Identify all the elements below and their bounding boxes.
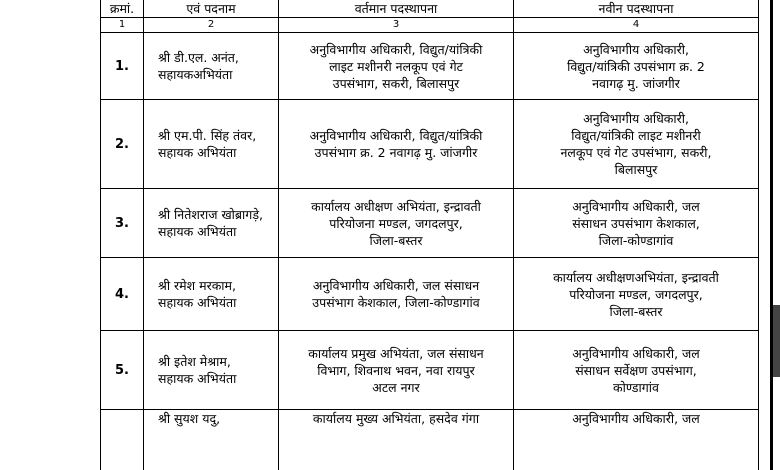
cell-text-line: विद्युत/यांत्रिकी उपसंभाग क्र. 2 [567,58,705,74]
cell-text-line: सहायक अभियंता [158,224,237,239]
current-posting-cell [279,331,514,410]
cell-text-line: श्री एम.पी. सिंह तंवर, [158,128,257,143]
cell-text-line: लाइट मशीनरी नलकूप एवं गेट [329,58,463,74]
cell-text-line: अनुविभागीय अधिकारी, [583,41,689,57]
cell-text-line: नलकूप एवं गेट उपसंभाग, सकरी, [560,145,712,160]
new-posting-cell [514,410,759,470]
table-row [101,189,759,258]
current-posting-cell [279,189,514,258]
row-serial [101,410,144,470]
row-serial: 3. [101,189,144,258]
cell-text-line: अनुविभागीय अधिकारी, जल [572,198,700,214]
cell-text-line: कार्यालय मुख्य अभियंता, हसदेव गंगा [312,411,480,426]
new-posting-cell [514,33,759,100]
current-posting-cell [279,33,514,100]
cell-text-line: श्री नितेशराज खोब्रागड़े, [158,207,263,222]
scan-edge-line [770,0,773,470]
header-row [101,0,759,18]
new-posting-cell [514,258,759,331]
column-number: 4 [514,18,759,33]
officer-name-cell [144,331,279,410]
cell-text-line: कार्यालय अधीक्षणअभियंता, इन्द्रावती [553,269,719,285]
header-new-posting: नवीन पदस्थापना [514,0,759,18]
cell-text-line: अनुविभागीय अधिकारी, जल [572,345,700,361]
cell-text-line: श्री सुयश यदु, [158,411,221,426]
cell-text-line: अनुविभागीय अधिकारी, विद्युत/यांत्रिकी [309,41,483,57]
cell-text-line: सहायक अभियंता [158,295,237,310]
row-serial: 1. [101,33,144,100]
new-posting-cell [514,100,759,189]
cell-text-line: सहायक अभियंता [158,145,237,160]
table-row [101,410,759,470]
new-posting-cell [514,331,759,410]
officer-name-cell [144,410,279,470]
cell-text-line: उपसंभाग क्र. 2 नवागढ़ मु. जांजगीर [314,145,478,160]
cell-text-line: जिला-बस्तर [369,232,423,248]
cell-text-line: कार्यालय अधीक्षण अभियंता, इन्द्रावती [311,198,481,214]
header-current-posting: वर्तमान पदस्थापना [279,0,514,18]
officer-name-cell [144,189,279,258]
cell-text-line: उपसंभाग केशकाल, जिला-कोण्डागांव [312,295,480,310]
current-posting-cell [279,258,514,331]
row-serial: 2. [101,100,144,189]
cell-text-line: बिलासपुर [614,162,658,177]
header-serial: क्रमां. [101,0,144,18]
cell-text-line: अनुविभागीय अधिकारी, विद्युत/यांत्रिकी [309,128,483,143]
cell-text-line: जिला-बस्तर [609,303,663,319]
table-row [101,33,759,100]
column-number-row [101,18,759,33]
cell-text-line: संसाधन सर्वेक्षण उपसंभाग, [575,362,697,378]
cell-text-line: संसाधन उपसंभाग केशकाल, [572,215,700,231]
cell-text-line: कोण्डागांव [613,379,659,395]
row-serial: 4. [101,258,144,331]
current-posting-cell [279,410,514,470]
new-posting-cell [514,189,759,258]
cell-text-line: कार्यालय प्रमुख अभियंता, जल संसाधन [308,345,484,361]
officer-name-cell [144,33,279,100]
cell-text-line: अनुविभागीय अधिकारी, [583,111,689,126]
cell-text-line: श्री रमेश मरकाम, [158,278,236,293]
table-row [101,258,759,331]
column-number: 3 [279,18,514,33]
column-number: 2 [144,18,279,33]
row-serial: 5. [101,331,144,410]
cell-text-line: श्री डी.एल. अनंत, [158,50,239,65]
table-row [101,100,759,189]
column-number: 1 [101,18,144,33]
cell-text-line: सहायकअभियंता [158,67,233,82]
header-name-designation: एवं पदनाम [144,0,279,18]
current-posting-cell [279,100,514,189]
cell-text-line: विद्युत/यांत्रिकी लाइट मशीनरी [571,128,701,143]
table-row [101,331,759,410]
cell-text-line: परियोजना मण्डल, जगदलपुर, [329,215,463,231]
cell-text-line: विभाग, शिवनाथ भवन, नवा रायपुर [317,362,475,378]
cell-text-line: अनुविभागीय अधिकारी, जल [572,411,700,426]
cell-text-line: सहायक अभियंता [158,371,237,386]
cell-text-line: जिला-कोण्डागांव [598,232,674,248]
cell-text-line: परियोजना मण्डल, जगदलपुर, [569,286,703,302]
cell-text-line: अनुविभागीय अधिकारी, जल संसाधन [312,278,480,293]
cell-text-line: नवागढ़ मु. जांजगीर [592,75,680,91]
cell-text-line: अटल नगर [372,379,420,395]
cell-text-line: उपसंभाग, सकरी, बिलासपुर [332,75,460,91]
officer-name-cell [144,100,279,189]
officer-name-cell [144,258,279,331]
cell-text-line: श्री इतेश मेश्राम, [158,354,231,369]
transfer-table [100,0,759,470]
scan-edge-mark [773,305,780,377]
